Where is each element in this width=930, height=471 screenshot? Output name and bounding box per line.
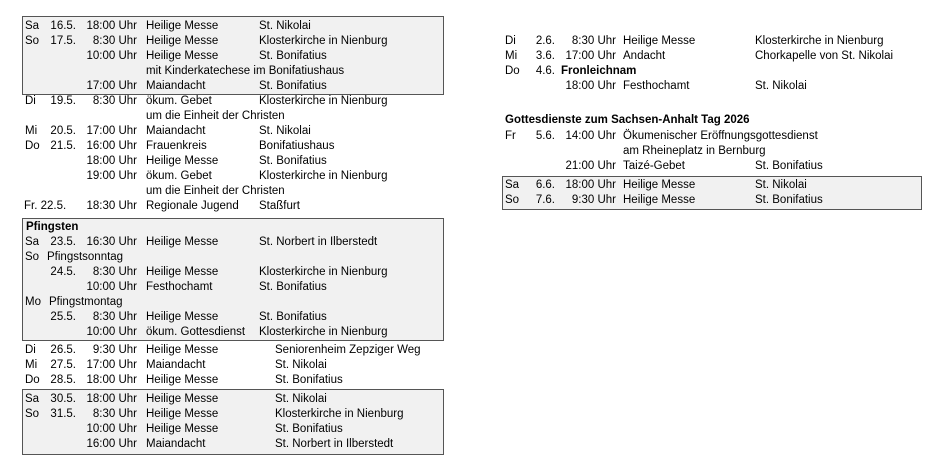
- row-time: 8:30 Uhr: [92, 311, 137, 323]
- row-place: St. Nikolai: [275, 393, 327, 405]
- row-place: St. Bonifatius: [259, 155, 327, 167]
- row-time: 18:00 Uhr: [86, 155, 137, 167]
- row-time: 8:30 Uhr: [571, 35, 616, 47]
- row-event: Heilige Messe: [146, 155, 219, 167]
- row-event: Heilige Messe: [146, 344, 219, 356]
- row-day: Mo: [25, 296, 41, 308]
- row-date: 26.5.: [50, 344, 76, 356]
- row-event: Heilige Messe: [146, 50, 219, 62]
- row-event: Heilige Messe: [146, 20, 219, 32]
- row-time: 10:00 Uhr: [86, 326, 137, 338]
- row-place: Klosterkirche in Nienburg: [259, 326, 388, 338]
- row-time: 8:30 Uhr: [92, 266, 137, 278]
- row-date: 21.5.: [50, 140, 76, 152]
- row-place: St. Bonifatius: [275, 374, 343, 386]
- row-event: Taizé-Gebet: [623, 160, 686, 172]
- row-event: ökum. Gebet: [146, 95, 212, 107]
- row-date: 6.6.: [535, 179, 555, 191]
- row-time: 16:00 Uhr: [86, 140, 137, 152]
- row-event: Heilige Messe: [146, 311, 219, 323]
- row-event: Regionale Jugend: [146, 200, 239, 212]
- row-date: 2.6.: [535, 35, 555, 47]
- row-event: ökum. Gottesdienst: [146, 326, 246, 338]
- row-date: 28.5.: [50, 374, 76, 386]
- row-event: am Rheineplatz in Bernburg: [623, 145, 766, 157]
- row-day: So: [25, 408, 40, 420]
- row-time: 8:30 Uhr: [92, 95, 137, 107]
- row-place: St. Bonifatius: [259, 281, 327, 293]
- row-time: 19:00 Uhr: [86, 170, 137, 182]
- row-place: St. Bonifatius: [259, 50, 327, 62]
- row-event: Heilige Messe: [146, 35, 219, 47]
- row-day: Do: [25, 140, 40, 152]
- row-date: 25.5.: [50, 311, 76, 323]
- row-place: Klosterkirche in Nienburg: [755, 35, 884, 47]
- row-event: Heilige Messe: [146, 408, 219, 420]
- row-day: Mi: [505, 50, 518, 62]
- row-day: So: [25, 251, 40, 263]
- row-event: Heilige Messe: [146, 393, 219, 405]
- row-time: 9:30 Uhr: [92, 344, 137, 356]
- row-date: 7.6.: [535, 194, 555, 206]
- row-time: 14:00 Uhr: [565, 130, 616, 142]
- row-time: 18:00 Uhr: [86, 393, 137, 405]
- row-date: 4.6.: [535, 65, 555, 77]
- row-date: 3.6.: [535, 50, 555, 62]
- row-event: Heilige Messe: [146, 423, 219, 435]
- row-place: St. Norbert in Ilberstedt: [275, 438, 394, 450]
- row-event: Frauenkreis: [146, 140, 207, 152]
- row-day: Fr: [505, 130, 516, 142]
- row-date: 23.5.: [50, 236, 76, 248]
- row-day: Sa: [505, 179, 520, 191]
- row-place: St. Bonifatius: [755, 194, 823, 206]
- row-place: St. Bonifatius: [275, 423, 343, 435]
- row-event: Maiandacht: [146, 125, 206, 137]
- row-day: Fr. 22.5.: [24, 200, 67, 212]
- row-place: Staßfurt: [259, 200, 300, 212]
- row-time: 18:00 Uhr: [86, 374, 137, 386]
- row-time: 17:00 Uhr: [565, 50, 616, 62]
- row-event: ökum. Gebet: [146, 170, 212, 182]
- row-event: Heilige Messe: [146, 374, 219, 386]
- row-day: So: [25, 35, 40, 47]
- row-date: 5.6.: [535, 130, 555, 142]
- row-event: um die Einheit der Christen: [146, 185, 285, 197]
- row-time: 10:00 Uhr: [86, 423, 137, 435]
- row-date: 16.5.: [50, 20, 76, 32]
- row-day: Di: [25, 95, 36, 107]
- row-day: Di: [505, 35, 516, 47]
- row-event: Heilige Messe: [623, 179, 696, 191]
- row-date: 20.5.: [50, 125, 76, 137]
- row-time: 17:00 Uhr: [86, 80, 137, 92]
- row-date: 31.5.: [50, 408, 76, 420]
- row-place: St. Bonifatius: [755, 160, 823, 172]
- row-day: Di: [25, 344, 36, 356]
- row-time: 18:00 Uhr: [565, 80, 616, 92]
- row-time: 18:00 Uhr: [565, 179, 616, 191]
- row-place: St. Nikolai: [755, 80, 807, 92]
- row-event: Festhochamt: [623, 80, 690, 92]
- row-event: Ökumenischer Eröffnungsgottesdienst: [623, 130, 818, 142]
- row-day: Mi: [25, 125, 38, 137]
- row-time: 17:00 Uhr: [86, 125, 137, 137]
- row-time: 10:00 Uhr: [86, 281, 137, 293]
- row-date: Pfingstsonntag: [47, 251, 124, 263]
- row-event: Heilige Messe: [623, 35, 696, 47]
- pfingsten-heading-text: Pfingsten: [26, 221, 79, 233]
- row-place: St. Nikolai: [755, 179, 807, 191]
- row-place: Klosterkirche in Nienburg: [259, 95, 388, 107]
- row-time: 17:00 Uhr: [86, 359, 137, 371]
- row-event: Festhochamt: [146, 281, 213, 293]
- row-date: 27.5.: [50, 359, 76, 371]
- row-date: 24.5.: [50, 266, 76, 278]
- row-event: Maiandacht: [146, 359, 206, 371]
- row-place: Klosterkirche in Nienburg: [259, 170, 388, 182]
- row-day: So: [505, 194, 520, 206]
- row-date: 17.5.: [50, 35, 76, 47]
- row-event: Heilige Messe: [146, 266, 219, 278]
- row-place: Klosterkirche in Nienburg: [259, 266, 388, 278]
- row-event: mit Kinderkatechese im Bonifatiushaus: [146, 65, 345, 77]
- row-place: Klosterkirche in Nienburg: [275, 408, 404, 420]
- row-place: Bonifatiushaus: [259, 140, 335, 152]
- row-day: Sa: [25, 20, 40, 32]
- row-time: 9:30 Uhr: [571, 194, 616, 206]
- row-time: 21:00 Uhr: [565, 160, 616, 172]
- row-time: 16:00 Uhr: [86, 438, 137, 450]
- row-event: Heilige Messe: [623, 194, 696, 206]
- row-place: Seniorenheim Zepziger Weg: [275, 344, 421, 356]
- row-place: St. Nikolai: [275, 359, 327, 371]
- row-day: Do: [505, 65, 520, 77]
- row-place: St. Bonifatius: [259, 80, 327, 92]
- row-event: Heilige Messe: [146, 236, 219, 248]
- row-event: um die Einheit der Christen: [146, 110, 285, 122]
- row-date: 30.5.: [50, 393, 76, 405]
- row-place: St. Nikolai: [259, 125, 311, 137]
- row-day: Sa: [25, 393, 40, 405]
- row-place: Chorkapelle von St. Nikolai: [755, 50, 894, 62]
- row-time: 10:00 Uhr: [86, 50, 137, 62]
- row-time: 18:00 Uhr: [86, 20, 137, 32]
- row-day: Do: [25, 374, 40, 386]
- sachsen-anhalt-heading-text: Gottesdienste zum Sachsen-Anhalt Tag 2026: [505, 114, 750, 126]
- row-place: St. Nikolai: [259, 20, 311, 32]
- row-day: Sa: [25, 236, 40, 248]
- row-event: Maiandacht: [146, 80, 206, 92]
- weekend-box-may-16: [22, 16, 444, 95]
- row-day: Mi: [25, 359, 38, 371]
- row-time: 18:30 Uhr: [86, 200, 137, 212]
- row-date: 19.5.: [50, 95, 76, 107]
- row-time: 16:30 Uhr: [86, 236, 137, 248]
- row-event: Fronleichnam: [561, 65, 637, 77]
- row-place: St. Norbert in Ilberstedt: [259, 236, 378, 248]
- row-place: St. Bonifatius: [259, 311, 327, 323]
- row-time: 8:30 Uhr: [92, 35, 137, 47]
- row-time: 8:30 Uhr: [92, 408, 137, 420]
- row-date: Pfingstmontag: [49, 296, 123, 308]
- row-event: Maiandacht: [146, 438, 206, 450]
- row-place: Klosterkirche in Nienburg: [259, 35, 388, 47]
- row-event: Andacht: [623, 50, 666, 62]
